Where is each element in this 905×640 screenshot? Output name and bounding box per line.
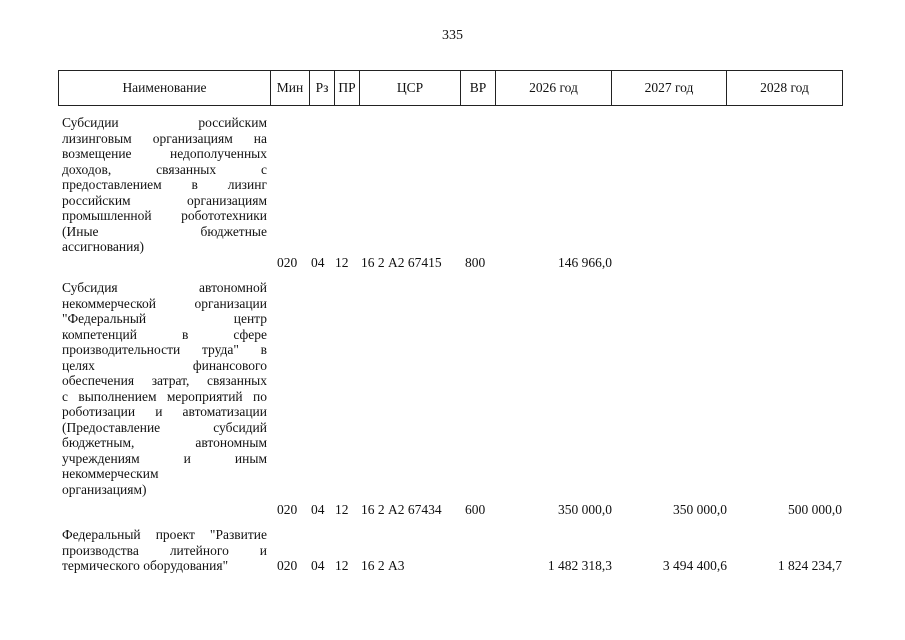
name-line: некоммерческой организации: [62, 295, 267, 311]
name-line: возмещение недополученных: [62, 146, 267, 161]
cell-rz: 04: [311, 255, 325, 270]
cell-rz: 04: [311, 502, 325, 517]
name-line: бюджетным, автономным: [62, 435, 267, 450]
header-2026: 2026 год: [496, 71, 612, 105]
table-row-name: [62, 115, 267, 255]
header-vr: ВР: [461, 71, 496, 105]
name-line: российским организациям: [62, 192, 267, 208]
name-line: производства литейного и: [62, 542, 267, 558]
name-line: Субсидии российским: [62, 115, 267, 130]
cell-2028: 500 000,0: [788, 502, 842, 517]
cell-2026: 146 966,0: [558, 255, 612, 270]
cell-pr: 12: [335, 255, 349, 270]
cell-pr: 12: [335, 502, 349, 517]
table-row-name: [62, 527, 267, 574]
name-line: доходов, связанных с: [62, 161, 267, 177]
name-line: (Иные бюджетные: [62, 223, 267, 239]
name-line: организациям): [62, 481, 147, 497]
table-row-name: [62, 280, 267, 497]
cell-min: 020: [277, 255, 298, 270]
name-line: Субсидия автономной: [62, 280, 267, 295]
name-line: с выполнением мероприятий по: [62, 388, 267, 404]
cell-2027: 350 000,0: [673, 502, 727, 517]
cell-vr: 600: [465, 502, 486, 517]
header-csr: ЦСР: [360, 71, 461, 105]
header-pr: ПР: [335, 71, 360, 105]
name-line: промышленной робототехники: [62, 208, 267, 223]
cell-vr: 800: [465, 255, 486, 270]
name-line: Федеральный проект "Развитие: [62, 527, 267, 542]
cell-rz: 04: [311, 558, 325, 573]
name-line: ассигнования): [62, 239, 145, 254]
cell-csr: 16 2 А2 67434: [361, 502, 442, 517]
name-line: производительности труда" в: [62, 342, 267, 357]
name-line: роботизации и автоматизации: [62, 404, 267, 419]
name-line: учреждениям и иным: [62, 450, 267, 466]
name-line: целях финансового: [62, 357, 267, 373]
cell-min: 020: [277, 558, 298, 573]
header-name: Наименование: [59, 71, 271, 105]
cell-2026: 1 482 318,3: [547, 558, 612, 573]
name-line: предоставлением в лизинг: [62, 177, 267, 192]
cell-csr: 16 2 А3: [361, 558, 405, 573]
name-line: термического оборудования": [62, 558, 229, 573]
name-line: "Федеральный центр: [62, 311, 267, 326]
table-header: [58, 70, 843, 106]
name-line: некоммерческим: [62, 466, 159, 481]
name-line: лизинговым организациям на: [62, 130, 267, 146]
name-line: обеспечения затрат, связанных: [62, 373, 267, 388]
cell-csr: 16 2 А2 67415: [361, 255, 442, 270]
cell-2026: 350 000,0: [558, 502, 612, 517]
page-number: 335: [442, 28, 463, 43]
cell-2027: 3 494 400,6: [662, 558, 727, 573]
cell-min: 020: [277, 502, 298, 517]
cell-2028: 1 824 234,7: [777, 558, 842, 573]
cell-pr: 12: [335, 558, 349, 573]
header-2028: 2028 год: [760, 80, 809, 95]
name-line: (Предоставление субсидий: [62, 419, 267, 435]
header-rz: Рз: [310, 71, 335, 105]
header-min: Мин: [271, 71, 310, 105]
header-2027: 2027 год: [612, 71, 727, 105]
name-line: компетенций в сфере: [62, 326, 267, 342]
